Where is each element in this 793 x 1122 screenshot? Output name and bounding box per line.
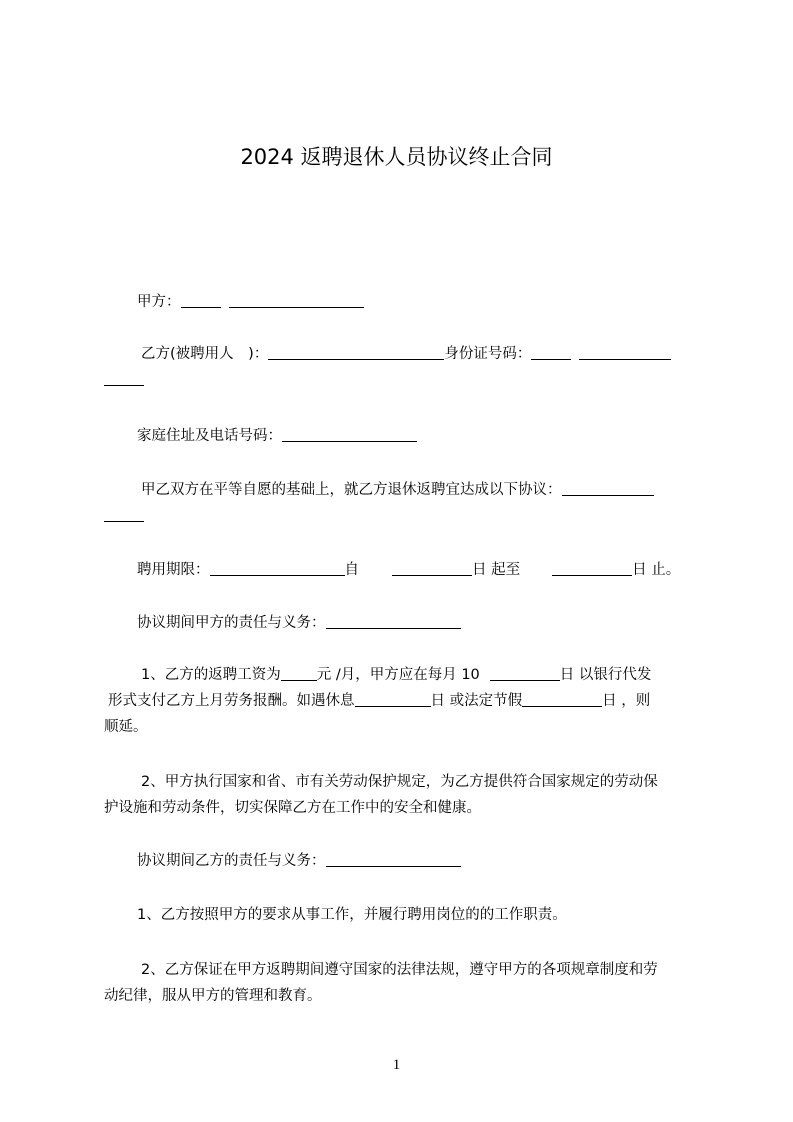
holiday-blank — [522, 691, 602, 707]
id-number-blank-2 — [579, 344, 671, 360]
intro-line — [141, 479, 654, 501]
party-a-item-2-line-1 — [141, 771, 658, 793]
term-blank — [210, 560, 345, 576]
page-number: 1 — [392, 1057, 401, 1073]
party-a-line — [137, 291, 364, 313]
party-a-blank-2 — [229, 292, 364, 308]
party-a-item-1-line-1 — [141, 664, 651, 686]
term-start-blank — [392, 560, 472, 576]
intro-blank-1 — [562, 480, 654, 496]
party-b-item-2-line-2 — [104, 985, 322, 1007]
rest-day-blank — [355, 691, 431, 707]
a2-line2: 护设施和劳动条件，切实保障乙方在工作中的安全和健康。 — [104, 800, 481, 816]
a1-part1: 1、乙方的返聘工资为 — [141, 667, 281, 683]
b1: 1、乙方按照甲方的要求从事工作，并履行聘用岗位的的工作职责。 — [137, 907, 567, 923]
term-line — [137, 559, 680, 581]
id-number-blank-3 — [104, 370, 144, 386]
party-b-duties-blank — [326, 851, 461, 867]
term-day-start: 日 起至 — [472, 562, 521, 578]
a1-part2: 元 /月，甲方应在每月 10 — [316, 667, 480, 683]
term-day-end: 日 止。 — [632, 562, 681, 578]
document-title: 2024 返聘退休人员协议终止合同 — [240, 145, 553, 169]
id-number-continuation — [104, 369, 144, 391]
party-a-item-2-line-2 — [104, 797, 481, 819]
intro-text: 甲乙双方在平等自愿的基础上，就乙方退休返聘宜达成以下协议： — [141, 482, 562, 498]
pay-day-blank — [490, 665, 560, 681]
party-b-label: 乙方(被聘用人 )： — [141, 346, 269, 362]
a1-part3: 日 以银行代发 — [559, 667, 652, 683]
salary-blank — [281, 665, 317, 681]
party-b-line — [141, 343, 671, 365]
a1-line2-part1: 形式支付乙方上月劳务报酬。如遇休息 — [108, 693, 355, 709]
party-a-duties-blank — [326, 613, 461, 629]
id-number-blank-1 — [531, 344, 571, 360]
party-b-item-1 — [137, 904, 567, 926]
term-from: 自 — [344, 562, 359, 578]
term-end-blank — [552, 560, 632, 576]
intro-blank-2 — [104, 506, 144, 522]
party-b-name-blank — [268, 344, 444, 360]
intro-continuation — [104, 505, 144, 527]
a1-line2-part2: 日 或法定节假 — [430, 693, 523, 709]
b2-line1: 2、乙方保证在甲方返聘期间遵守国家的法律法规，遵守甲方的各项规章制度和劳 — [141, 962, 658, 978]
address-phone-blank — [282, 426, 417, 442]
a2-line1: 2、甲方执行国家和省、市有关劳动保护规定，为乙方提供符合国家规定的劳动保 — [141, 774, 658, 790]
address-phone-label: 家庭住址及电话号码： — [137, 428, 282, 444]
party-a-duties-heading: 协议期间甲方的责任与义务： — [137, 615, 326, 631]
party-a-duties-line — [137, 612, 461, 634]
a1-line3: 顺延。 — [104, 719, 148, 735]
term-label: 聘用期限： — [137, 562, 210, 578]
id-number-label: 身份证号码： — [444, 346, 532, 362]
party-b-item-2-line-1 — [141, 959, 658, 981]
party-a-item-1-line-2 — [108, 690, 650, 712]
party-b-duties-line — [137, 850, 461, 872]
party-a-item-1-line-3 — [104, 716, 148, 738]
address-line — [137, 425, 417, 447]
party-a-blank-1 — [181, 292, 221, 308]
a1-line2-part3: 日 ，则 — [602, 693, 651, 709]
b2-line2: 动纪律，服从甲方的管理和教育。 — [104, 988, 322, 1004]
party-a-label: 甲方： — [137, 294, 181, 310]
party-b-duties-heading: 协议期间乙方的责任与义务： — [137, 853, 326, 869]
